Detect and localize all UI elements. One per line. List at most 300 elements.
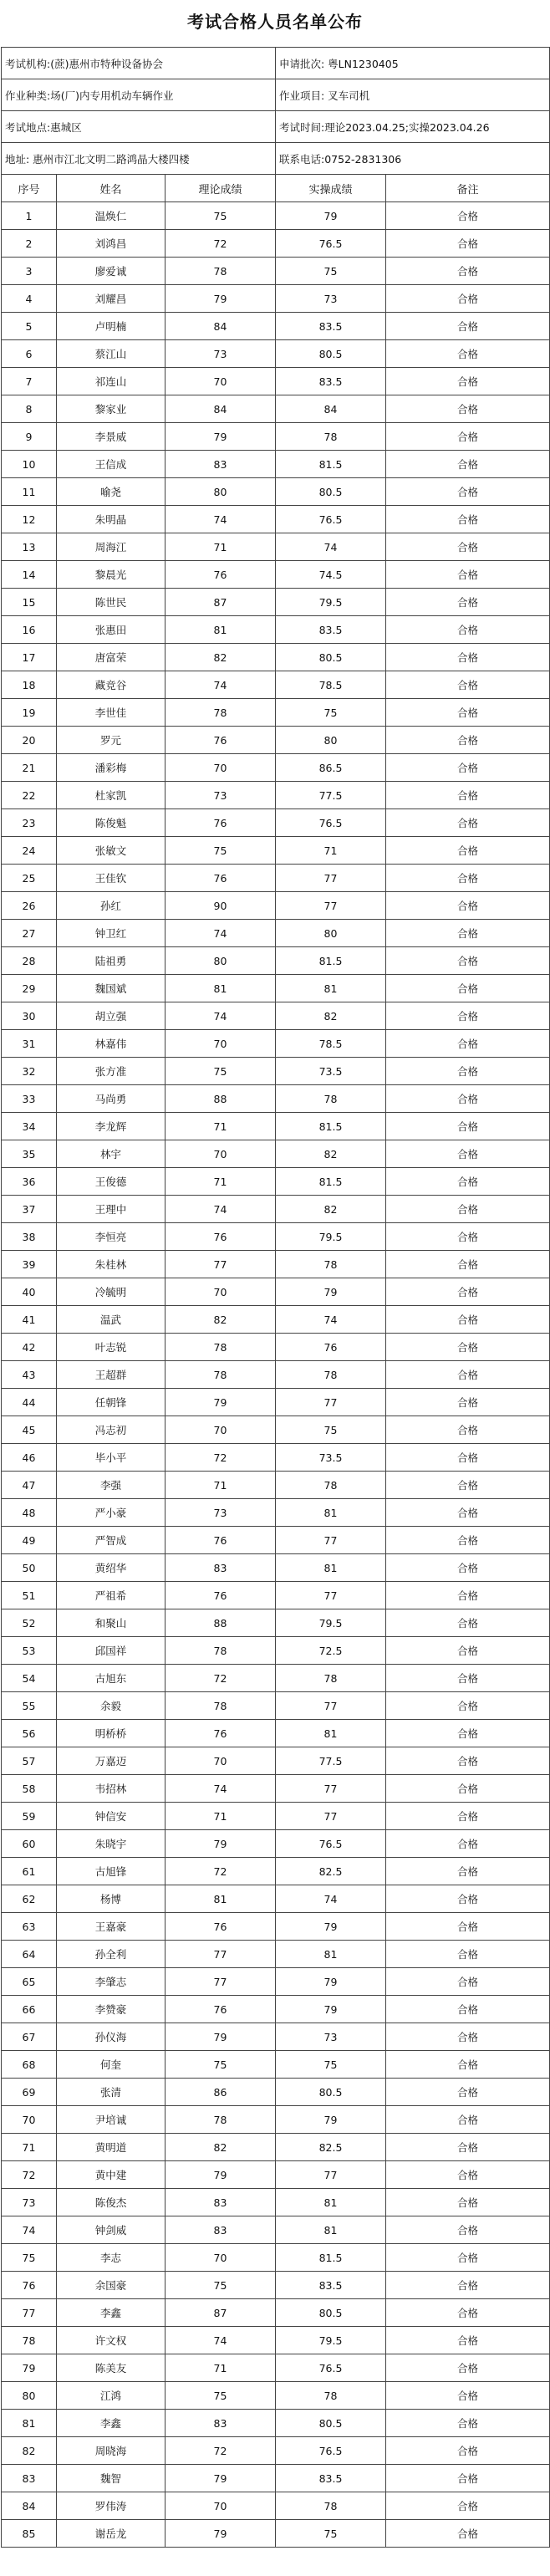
cell-seq: 45 [2, 1416, 57, 1444]
table-row [2, 2272, 550, 2299]
cell-practical-score: 78 [276, 1085, 386, 1113]
cell-seq: 81 [2, 2410, 57, 2437]
cell-theory-score: 79 [166, 285, 276, 313]
cell-seq: 67 [2, 2023, 57, 2051]
col-header-practical: 实操成绩 [276, 175, 386, 202]
table-row [2, 2216, 550, 2244]
cell-practical-score: 77.5 [276, 1747, 386, 1775]
table-row [2, 1692, 550, 1720]
cell-seq: 41 [2, 1306, 57, 1334]
cell-remark: 合格 [386, 230, 550, 258]
cell-seq: 22 [2, 782, 57, 809]
table-row [2, 671, 550, 699]
table-row [2, 1885, 550, 1913]
cell-practical-score: 80.5 [276, 478, 386, 506]
cell-name: 钟卫红 [57, 920, 166, 947]
cell-name: 张惠田 [57, 616, 166, 644]
cell-practical-score: 77 [276, 1803, 386, 1830]
cell-seq: 4 [2, 285, 57, 313]
cell-seq: 17 [2, 644, 57, 671]
cell-practical-score: 79 [276, 1913, 386, 1941]
cell-remark: 合格 [386, 395, 550, 423]
cell-theory-score: 78 [166, 258, 276, 285]
cell-theory-score: 77 [166, 1251, 276, 1278]
cell-remark: 合格 [386, 1389, 550, 1416]
cell-seq: 23 [2, 809, 57, 837]
cell-practical-score: 74 [276, 1885, 386, 1913]
cell-theory-score: 77 [166, 1941, 276, 1968]
cell-seq: 54 [2, 1665, 57, 1692]
table-row [2, 1416, 550, 1444]
cell-theory-score: 71 [166, 1472, 276, 1499]
cell-seq: 8 [2, 395, 57, 423]
cell-name: 朱明晶 [57, 506, 166, 533]
table-row [2, 2106, 550, 2134]
cell-seq: 74 [2, 2216, 57, 2244]
cell-remark: 合格 [386, 947, 550, 975]
cell-remark: 合格 [386, 1885, 550, 1913]
cell-remark: 合格 [386, 644, 550, 671]
table-row [2, 395, 550, 423]
cell-seq: 58 [2, 1775, 57, 1803]
table-row [2, 2299, 550, 2327]
cell-seq: 65 [2, 1968, 57, 1996]
cell-practical-score: 75 [276, 2051, 386, 2079]
cell-remark: 合格 [386, 1361, 550, 1389]
cell-remark: 合格 [386, 2520, 550, 2548]
cell-name: 古旭锋 [57, 1858, 166, 1885]
cell-practical-score: 80.5 [276, 340, 386, 368]
cell-name: 余国豪 [57, 2272, 166, 2299]
cell-remark: 合格 [386, 2410, 550, 2437]
cell-practical-score: 83.5 [276, 2465, 386, 2492]
cell-theory-score: 78 [166, 1692, 276, 1720]
cell-theory-score: 76 [166, 1913, 276, 1941]
cell-theory-score: 79 [166, 2161, 276, 2189]
table-row [2, 589, 550, 616]
cell-practical-score: 78 [276, 1665, 386, 1692]
cell-remark: 合格 [386, 2216, 550, 2244]
cell-name: 王超群 [57, 1361, 166, 1389]
cell-remark: 合格 [386, 533, 550, 561]
cell-remark: 合格 [386, 1609, 550, 1637]
cell-seq: 34 [2, 1113, 57, 1140]
table-row [2, 1941, 550, 1968]
cell-name: 黄绍华 [57, 1554, 166, 1582]
cell-seq: 82 [2, 2437, 57, 2465]
info-row [2, 143, 550, 175]
cell-theory-score: 79 [166, 2520, 276, 2548]
table-row [2, 2437, 550, 2465]
cell-name: 杨博 [57, 1885, 166, 1913]
table-row [2, 616, 550, 644]
cell-name: 李强 [57, 1472, 166, 1499]
cell-remark: 合格 [386, 340, 550, 368]
cell-practical-score: 78 [276, 1361, 386, 1389]
cell-seq: 3 [2, 258, 57, 285]
cell-seq: 71 [2, 2134, 57, 2161]
cell-name: 和聚山 [57, 1609, 166, 1637]
cell-theory-score: 82 [166, 644, 276, 671]
work-category: 作业种类:场(厂)内专用机动车辆作业 [2, 79, 276, 111]
cell-remark: 合格 [386, 2272, 550, 2299]
cell-remark: 合格 [386, 285, 550, 313]
cell-remark: 合格 [386, 2161, 550, 2189]
cell-theory-score: 83 [166, 2189, 276, 2216]
table-row [2, 947, 550, 975]
cell-name: 严祖希 [57, 1582, 166, 1609]
cell-name: 王嘉豪 [57, 1913, 166, 1941]
cell-seq: 42 [2, 1334, 57, 1361]
cell-seq: 79 [2, 2354, 57, 2382]
cell-remark: 合格 [386, 506, 550, 533]
table-row [2, 2520, 550, 2548]
table-row [2, 782, 550, 809]
cell-remark: 合格 [386, 1058, 550, 1085]
cell-remark: 合格 [386, 782, 550, 809]
table-row [2, 2051, 550, 2079]
cell-seq: 80 [2, 2382, 57, 2410]
cell-name: 韦招林 [57, 1775, 166, 1803]
table-row [2, 1113, 550, 1140]
cell-remark: 合格 [386, 1830, 550, 1858]
table-row [2, 699, 550, 727]
cell-seq: 83 [2, 2465, 57, 2492]
apply-batch: 申请批次: 粤LN1230405 [276, 48, 550, 79]
cell-name: 卢明楠 [57, 313, 166, 340]
cell-practical-score: 76.5 [276, 506, 386, 533]
cell-practical-score: 81 [276, 1554, 386, 1582]
exam-time: 考试时间:理论2023.04.25;实操2023.04.26 [276, 111, 550, 143]
cell-practical-score: 81 [276, 2216, 386, 2244]
table-row [2, 285, 550, 313]
cell-remark: 合格 [386, 1499, 550, 1527]
cell-name: 魏国斌 [57, 975, 166, 1002]
cell-practical-score: 86.5 [276, 754, 386, 782]
cell-practical-score: 75 [276, 2520, 386, 2548]
table-row [2, 1499, 550, 1527]
table-row [2, 2244, 550, 2272]
cell-name: 谢岳龙 [57, 2520, 166, 2548]
cell-name: 冷毓明 [57, 1278, 166, 1306]
cell-practical-score: 79.5 [276, 1609, 386, 1637]
table-row [2, 230, 550, 258]
cell-remark: 合格 [386, 1472, 550, 1499]
table-row [2, 1968, 550, 1996]
cell-practical-score: 79 [276, 2106, 386, 2134]
cell-seq: 10 [2, 451, 57, 478]
cell-theory-score: 74 [166, 1196, 276, 1223]
cell-theory-score: 75 [166, 2272, 276, 2299]
table-row [2, 451, 550, 478]
cell-remark: 合格 [386, 1113, 550, 1140]
table-row [2, 1609, 550, 1637]
cell-remark: 合格 [386, 2437, 550, 2465]
cell-theory-score: 81 [166, 975, 276, 1002]
cell-theory-score: 76 [166, 1527, 276, 1554]
cell-theory-score: 74 [166, 506, 276, 533]
cell-remark: 合格 [386, 478, 550, 506]
cell-seq: 14 [2, 561, 57, 589]
table-row [2, 1472, 550, 1499]
cell-practical-score: 77.5 [276, 782, 386, 809]
cell-practical-score: 77 [276, 892, 386, 920]
cell-seq: 16 [2, 616, 57, 644]
table-row [2, 920, 550, 947]
table-row [2, 340, 550, 368]
cell-theory-score: 74 [166, 671, 276, 699]
cell-theory-score: 76 [166, 727, 276, 754]
cell-remark: 合格 [386, 368, 550, 395]
cell-remark: 合格 [386, 1223, 550, 1251]
cell-remark: 合格 [386, 2354, 550, 2382]
table-row [2, 1858, 550, 1885]
cell-name: 胡立强 [57, 1002, 166, 1030]
cell-theory-score: 71 [166, 1113, 276, 1140]
cell-theory-score: 70 [166, 1278, 276, 1306]
cell-seq: 52 [2, 1609, 57, 1637]
cell-remark: 合格 [386, 1140, 550, 1168]
cell-name: 张方准 [57, 1058, 166, 1085]
table-row [2, 2382, 550, 2410]
cell-name: 喻尧 [57, 478, 166, 506]
cell-name: 马尚勇 [57, 1085, 166, 1113]
table-row [2, 1361, 550, 1389]
table-row [2, 1747, 550, 1775]
cell-remark: 合格 [386, 809, 550, 837]
cell-name: 孙全利 [57, 1941, 166, 1968]
cell-name: 叶志锐 [57, 1334, 166, 1361]
cell-seq: 84 [2, 2492, 57, 2520]
cell-theory-score: 70 [166, 1416, 276, 1444]
cell-seq: 12 [2, 506, 57, 533]
cell-seq: 20 [2, 727, 57, 754]
cell-theory-score: 73 [166, 340, 276, 368]
cell-practical-score: 74.5 [276, 561, 386, 589]
cell-seq: 55 [2, 1692, 57, 1720]
table-row [2, 561, 550, 589]
cell-theory-score: 75 [166, 2382, 276, 2410]
cell-practical-score: 76.5 [276, 1830, 386, 1858]
cell-theory-score: 70 [166, 368, 276, 395]
cell-theory-score: 83 [166, 2410, 276, 2437]
cell-seq: 50 [2, 1554, 57, 1582]
cell-seq: 25 [2, 865, 57, 892]
cell-practical-score: 77 [276, 865, 386, 892]
cell-seq: 47 [2, 1472, 57, 1499]
cell-practical-score: 79.5 [276, 2327, 386, 2354]
cell-theory-score: 79 [166, 2023, 276, 2051]
cell-theory-score: 82 [166, 1306, 276, 1334]
cell-name: 李肇志 [57, 1968, 166, 1996]
cell-remark: 合格 [386, 2106, 550, 2134]
cell-name: 李赞豪 [57, 1996, 166, 2023]
cell-practical-score: 78 [276, 2492, 386, 2520]
cell-theory-score: 83 [166, 1554, 276, 1582]
cell-practical-score: 76.5 [276, 230, 386, 258]
work-project: 作业项目: 叉车司机 [276, 79, 550, 111]
cell-remark: 合格 [386, 1637, 550, 1665]
results-table [1, 174, 550, 2548]
cell-theory-score: 71 [166, 533, 276, 561]
cell-remark: 合格 [386, 1306, 550, 1334]
cell-name: 刘耀昌 [57, 285, 166, 313]
cell-theory-score: 76 [166, 865, 276, 892]
table-row [2, 423, 550, 451]
col-header-remark: 备注 [386, 175, 550, 202]
cell-remark: 合格 [386, 2079, 550, 2106]
cell-name: 唐富荣 [57, 644, 166, 671]
cell-theory-score: 84 [166, 313, 276, 340]
table-row [2, 1637, 550, 1665]
cell-remark: 合格 [386, 1334, 550, 1361]
cell-practical-score: 80.5 [276, 2299, 386, 2327]
cell-seq: 9 [2, 423, 57, 451]
cell-practical-score: 73 [276, 2023, 386, 2051]
cell-practical-score: 77 [276, 1582, 386, 1609]
cell-practical-score: 74 [276, 533, 386, 561]
cell-remark: 合格 [386, 1913, 550, 1941]
cell-practical-score: 75 [276, 699, 386, 727]
cell-name: 孙红 [57, 892, 166, 920]
table-row [2, 1085, 550, 1113]
cell-seq: 43 [2, 1361, 57, 1389]
table-row [2, 1554, 550, 1582]
table-row [2, 837, 550, 865]
cell-practical-score: 81.5 [276, 947, 386, 975]
cell-seq: 85 [2, 2520, 57, 2548]
cell-name: 林宇 [57, 1140, 166, 1168]
cell-name: 黄中建 [57, 2161, 166, 2189]
cell-remark: 合格 [386, 671, 550, 699]
cell-practical-score: 82 [276, 1002, 386, 1030]
table-row [2, 478, 550, 506]
cell-remark: 合格 [386, 1968, 550, 1996]
cell-practical-score: 83.5 [276, 2272, 386, 2299]
cell-name: 黄明道 [57, 2134, 166, 2161]
cell-name: 余毅 [57, 1692, 166, 1720]
cell-seq: 62 [2, 1885, 57, 1913]
cell-name: 万嘉迈 [57, 1747, 166, 1775]
cell-practical-score: 79 [276, 1278, 386, 1306]
cell-name: 严小豪 [57, 1499, 166, 1527]
cell-practical-score: 80.5 [276, 644, 386, 671]
cell-name: 古旭东 [57, 1665, 166, 1692]
table-row [2, 1775, 550, 1803]
cell-name: 罗元 [57, 727, 166, 754]
cell-remark: 合格 [386, 754, 550, 782]
cell-name: 陈俊魁 [57, 809, 166, 837]
cell-practical-score: 76 [276, 1334, 386, 1361]
cell-seq: 7 [2, 368, 57, 395]
cell-theory-score: 73 [166, 1499, 276, 1527]
cell-seq: 19 [2, 699, 57, 727]
col-header-seq: 序号 [2, 175, 57, 202]
cell-name: 冯志初 [57, 1416, 166, 1444]
table-row [2, 865, 550, 892]
cell-seq: 49 [2, 1527, 57, 1554]
table-row [2, 1830, 550, 1858]
table-row [2, 809, 550, 837]
cell-theory-score: 83 [166, 451, 276, 478]
cell-seq: 51 [2, 1582, 57, 1609]
cell-name: 李恒亮 [57, 1223, 166, 1251]
cell-theory-score: 79 [166, 1830, 276, 1858]
table-row [2, 1306, 550, 1334]
table-row [2, 1058, 550, 1085]
cell-remark: 合格 [386, 2299, 550, 2327]
table-row [2, 2354, 550, 2382]
cell-seq: 36 [2, 1168, 57, 1196]
table-row [2, 727, 550, 754]
cell-seq: 73 [2, 2189, 57, 2216]
cell-name: 任朝锋 [57, 1389, 166, 1416]
cell-seq: 46 [2, 1444, 57, 1472]
cell-practical-score: 80.5 [276, 2079, 386, 2106]
cell-theory-score: 78 [166, 1637, 276, 1665]
cell-practical-score: 81.5 [276, 1168, 386, 1196]
table-row [2, 2410, 550, 2437]
cell-remark: 合格 [386, 313, 550, 340]
cell-name: 杜家凯 [57, 782, 166, 809]
cell-seq: 15 [2, 589, 57, 616]
cell-seq: 5 [2, 313, 57, 340]
cell-theory-score: 80 [166, 478, 276, 506]
cell-theory-score: 77 [166, 1968, 276, 1996]
cell-remark: 合格 [386, 2244, 550, 2272]
cell-name: 严智成 [57, 1527, 166, 1554]
cell-seq: 35 [2, 1140, 57, 1168]
cell-theory-score: 81 [166, 1885, 276, 1913]
cell-remark: 合格 [386, 258, 550, 285]
cell-practical-score: 78 [276, 1472, 386, 1499]
cell-name: 黎家业 [57, 395, 166, 423]
table-row [2, 1196, 550, 1223]
cell-practical-score: 77 [276, 1527, 386, 1554]
cell-theory-score: 70 [166, 1140, 276, 1168]
cell-name: 刘鸿昌 [57, 230, 166, 258]
cell-theory-score: 80 [166, 947, 276, 975]
cell-remark: 合格 [386, 2023, 550, 2051]
cell-practical-score: 78 [276, 1251, 386, 1278]
info-row [2, 79, 550, 111]
cell-practical-score: 75 [276, 1416, 386, 1444]
cell-theory-score: 72 [166, 230, 276, 258]
cell-remark: 合格 [386, 1803, 550, 1830]
cell-practical-score: 78.5 [276, 671, 386, 699]
cell-seq: 30 [2, 1002, 57, 1030]
cell-practical-score: 77 [276, 1389, 386, 1416]
cell-practical-score: 77 [276, 2161, 386, 2189]
cell-remark: 合格 [386, 423, 550, 451]
cell-practical-score: 83.5 [276, 368, 386, 395]
cell-practical-score: 76.5 [276, 2437, 386, 2465]
cell-theory-score: 83 [166, 2216, 276, 2244]
cell-practical-score: 81 [276, 2189, 386, 2216]
table-row [2, 533, 550, 561]
cell-remark: 合格 [386, 1582, 550, 1609]
table-row [2, 2327, 550, 2354]
cell-seq: 2 [2, 230, 57, 258]
page-title: 考试合格人员名单公布 [187, 12, 363, 32]
table-row [2, 2134, 550, 2161]
cell-name: 朱桂林 [57, 1251, 166, 1278]
col-header-name: 姓名 [57, 175, 166, 202]
cell-name: 周晓海 [57, 2437, 166, 2465]
cell-seq: 6 [2, 340, 57, 368]
cell-theory-score: 70 [166, 2244, 276, 2272]
cell-name: 李世佳 [57, 699, 166, 727]
